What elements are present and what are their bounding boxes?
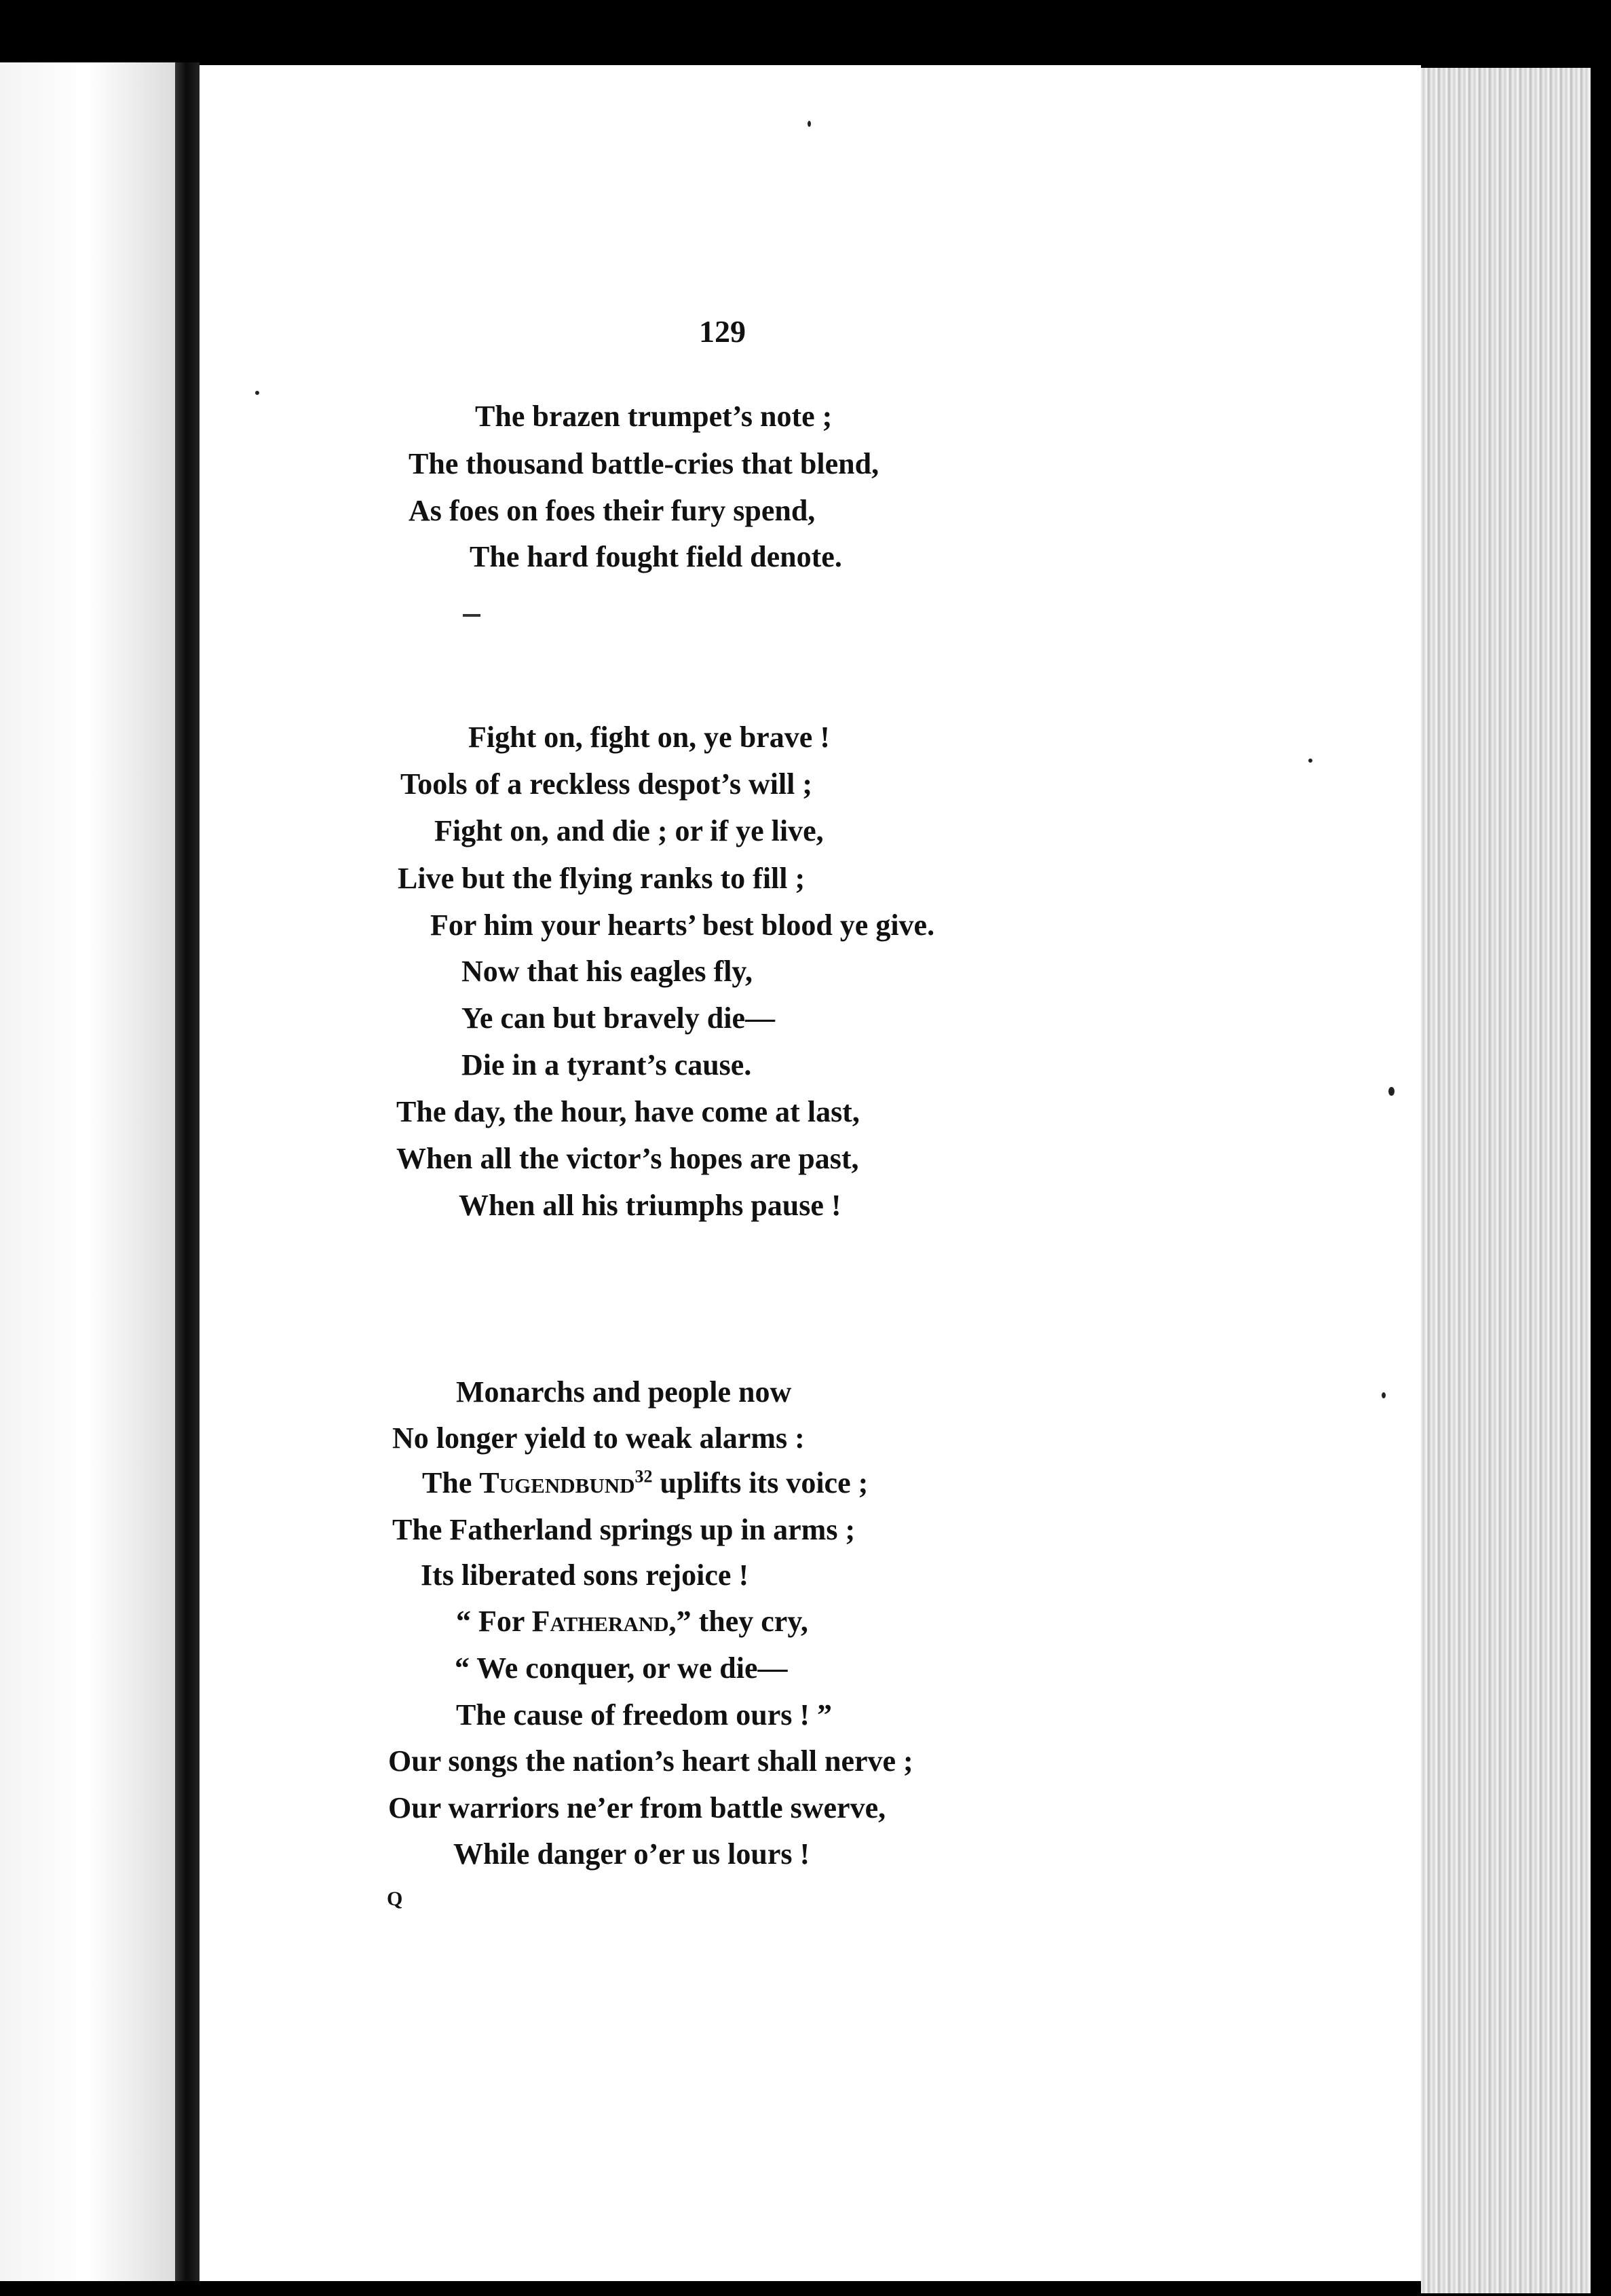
poem-line: When all his triumphs pause ! xyxy=(459,1189,841,1222)
poem-line: Its liberated sons rejoice ! xyxy=(421,1558,749,1592)
poem-line: No longer yield to weak alarms : xyxy=(392,1421,805,1455)
poem-line-fatherand xyxy=(456,1607,808,1637)
poem-line: When all the victor’s hopes are past, xyxy=(396,1142,859,1175)
poem-line: As foes on foes their fury spend, xyxy=(409,494,816,527)
footnote-reference: 32 xyxy=(634,1466,653,1487)
poem-line: Tools of a reckless despot’s will ; xyxy=(400,767,813,801)
poem-line: Fight on, and die ; or if ye live, xyxy=(434,814,824,847)
poem-line: The day, the hour, have come at last, xyxy=(396,1095,860,1128)
scan-speck xyxy=(808,121,811,127)
page-block-edges xyxy=(1421,68,1591,2293)
tugendbund-smallcaps: Tugendbund xyxy=(479,1466,635,1499)
scan-speck xyxy=(1382,1392,1386,1398)
page-number: 129 xyxy=(699,314,746,349)
line-text-after: uplifts its voice ; xyxy=(652,1466,869,1499)
stanza-divider-mark xyxy=(463,614,480,617)
printer-signature-mark: Q xyxy=(387,1888,403,1910)
scan-speck xyxy=(255,391,259,395)
poem-line: The brazen trumpet’s note ; xyxy=(475,400,833,433)
line-text-before: “ For xyxy=(456,1605,532,1638)
poem-line: The hard fought field denote. xyxy=(470,540,842,573)
poem-line: Fight on, fight on, ye brave ! xyxy=(468,721,830,754)
poem-line: Live but the flying ranks to fill ; xyxy=(398,862,805,895)
poem-line: Our warriors ne’er from battle swerve, xyxy=(388,1791,886,1824)
left-page-edge xyxy=(0,62,175,2281)
poem-line: “ We conquer, or we die— xyxy=(455,1651,788,1685)
line-text-after: ” they cry, xyxy=(676,1605,808,1638)
poem-line: The cause of freedom ours ! ” xyxy=(456,1698,832,1731)
poem-line: The Fatherland springs up in arms ; xyxy=(392,1513,856,1546)
scan-speck xyxy=(1308,759,1312,763)
poem-line-tugendbund xyxy=(422,1468,868,1498)
line-text-before: The xyxy=(422,1466,480,1499)
poem-line: Ye can but bravely die— xyxy=(461,1001,775,1035)
poem-line: Die in a tyrant’s cause. xyxy=(461,1048,752,1082)
poem-line: Monarchs and people now xyxy=(456,1375,792,1409)
scan-speck xyxy=(1388,1087,1395,1096)
book-gutter xyxy=(175,62,200,2281)
poem-line: The thousand battle-cries that blend, xyxy=(409,447,879,480)
poem-line: For him your hearts’ best blood ye give. xyxy=(430,908,935,942)
poem-line: While danger o’er us lours ! xyxy=(453,1837,810,1871)
poem-line: Our songs the nation’s heart shall nerve ; xyxy=(388,1744,913,1778)
poem-line: Now that his eagles fly, xyxy=(461,955,753,988)
fatherand-smallcaps: Fatherand, xyxy=(531,1605,677,1638)
